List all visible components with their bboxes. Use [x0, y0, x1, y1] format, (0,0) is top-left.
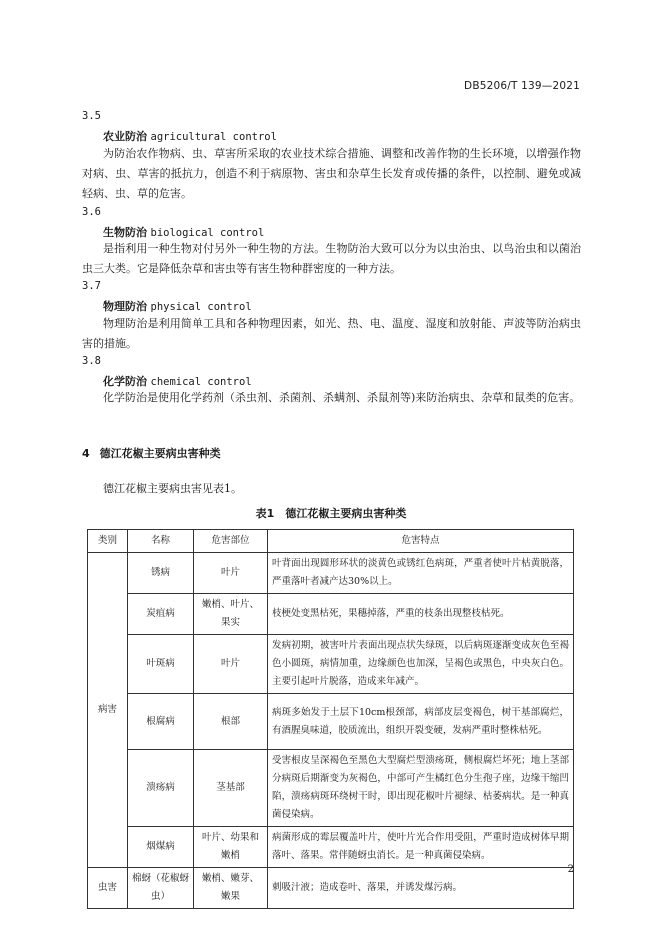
affected-part: 嫩梢、嫩芽、嫩果 [194, 868, 268, 909]
affected-part: 叶片、幼果和嫩梢 [194, 827, 268, 868]
pest-name: 溃疡病 [128, 750, 194, 827]
pest-name: 叶斑病 [128, 635, 194, 694]
term-cn: 化学防治 [103, 375, 147, 388]
table-row [88, 694, 574, 750]
header-part: 危害部位 [194, 530, 268, 553]
table-caption: 表1 德江花椒主要病虫害种类 [255, 507, 407, 520]
affected-part: 嫩梢、叶片、果实 [194, 594, 268, 635]
damage-feature: 刺吸汁液；造成卷叶、落果，并诱发煤污病。 [268, 868, 574, 909]
term-title [103, 373, 252, 389]
term-definition: 为防治农作物病、虫、草害所采取的农业技术综合措施、调整和改善作物的生长环境，以增强作物对病、虫、草害的抵抗力，创造不利于病原物、害虫和杂草生长发育或传播的条件，以控制、避免或减轻病、虫、草的危害。 [82, 147, 581, 200]
table-row [88, 750, 574, 827]
page-number: 2 [567, 864, 574, 875]
term-en: agricultural control [150, 131, 277, 143]
term-cn: 农业防治 [103, 130, 147, 143]
damage-feature: 病菌形成的霉层覆盖叶片，使叶片光合作用受阻，严重时造成树体早期落叶、落果。常伴随蚜虫消长。是一种真菌侵染病。 [268, 827, 574, 868]
clause-number: 3.5 [82, 110, 101, 122]
affected-part: 茎基部 [194, 750, 268, 827]
term-definition: 是指利用一种生物对付另外一种生物的方法。生物防治大致可以分为以虫治虫、以鸟治虫和以菌治虫三大类。它是降低杂草和害虫等有害生物种群密度的一种方法。 [82, 242, 581, 275]
pest-name: 棉蚜（花椒蚜虫） [128, 868, 194, 909]
term-title [103, 128, 277, 144]
damage-feature: 枝梗处变黑枯死，果穗掉落，严重的枝条出现整枝枯死。 [268, 594, 574, 635]
affected-part: 根部 [194, 694, 268, 750]
term-title [103, 224, 264, 240]
category-cell: 病害 [88, 553, 128, 868]
term-cn: 生物防治 [103, 226, 147, 239]
table-row [88, 635, 574, 694]
term-definition: 化学防治是使用化学药剂（杀虫剂、杀菌剂、杀螨剂、杀鼠剂等)来防治病虫、杂草和鼠类的危害。 [103, 391, 581, 404]
affected-part: 叶片 [194, 553, 268, 594]
section-intro: 德江花椒主要病虫害见表1。 [103, 482, 242, 495]
pest-name: 烟煤病 [128, 827, 194, 868]
affected-part: 叶片 [194, 635, 268, 694]
term-title [103, 298, 252, 314]
damage-feature: 发病初期，被害叶片表面出现点状失绿斑，以后病斑逐渐变成灰色至褐色小圆斑，病情加重，边缘颜色也加深，呈褐色或黑色，中央灰白色。主要引起叶片脱落，造成来年减产。 [268, 635, 574, 694]
standard-code-header: DB5206/T 139—2021 [464, 80, 580, 92]
damage-feature: 受害根皮呈深褐色至黑色大型腐烂型溃疡斑，侧根腐烂坏死；地上茎部分病斑后期渐变为灰褐色，中部可产生橘红色分生孢子座，边缘干缩凹陷，溃疡病斑环绕树干时，即出现花椒叶片褪绿、枯萎病状。是一种真菌侵染病。 [268, 750, 574, 827]
section-number: 4 [82, 447, 90, 460]
category-cell: 虫害 [88, 868, 128, 909]
pest-name: 锈病 [128, 553, 194, 594]
term-definition: 物理防治是利用简单工具和各种物理因素，如光、热、电、温度、湿度和放射能、声波等防治病虫害的措施。 [82, 317, 581, 350]
term-en: chemical control [150, 376, 252, 388]
term-cn: 物理防治 [103, 300, 147, 313]
damage-feature: 病斑多始发于土层下10cm根颈部，病部皮层变褐色，树干基部腐烂，有酒腥臭味道，胶质流出，组织开裂变硬，发病严重时整株枯死。 [268, 694, 574, 750]
clause-number: 3.8 [82, 355, 101, 367]
header-feature: 危害特点 [268, 530, 574, 553]
table-row [88, 868, 574, 909]
header-category: 类别 [88, 530, 128, 553]
table-header-row [88, 530, 574, 553]
section-title: 德江花椒主要病虫害种类 [99, 447, 221, 460]
table-row [88, 827, 574, 868]
pest-table [87, 529, 574, 909]
damage-feature: 叶背面出现圆形环状的淡黄色或锈红色病斑，严重者使叶片枯黄脱落，严重落叶者减产达30%以上。 [268, 553, 574, 594]
table-row [88, 553, 574, 594]
clause-number: 3.7 [82, 280, 101, 292]
pest-name: 根腐病 [128, 694, 194, 750]
clause-number: 3.6 [82, 206, 101, 218]
term-en: biological control [150, 227, 265, 239]
header-name: 名称 [128, 530, 194, 553]
section-heading [82, 445, 231, 461]
pest-name: 炭疽病 [128, 594, 194, 635]
table-row [88, 594, 574, 635]
term-en: physical control [150, 301, 252, 313]
